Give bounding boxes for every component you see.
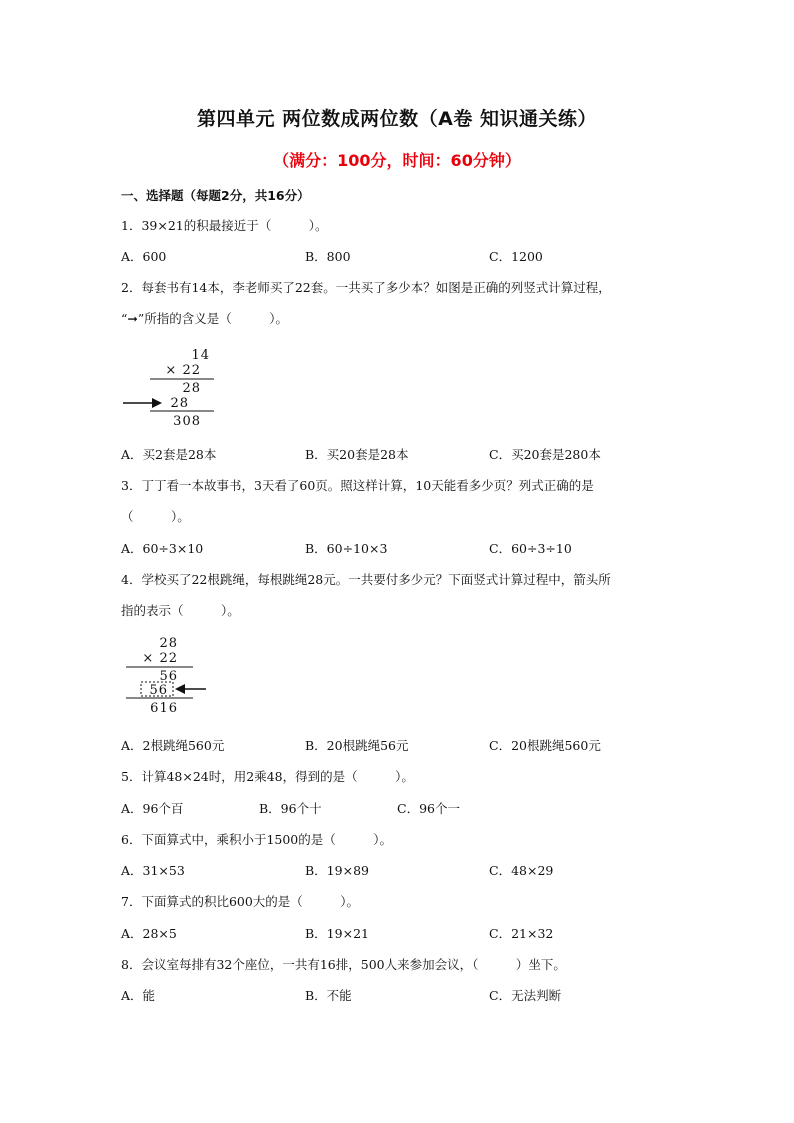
question-3-option-a: A．60÷3×10: [121, 541, 204, 556]
question-5-option-a: A．96个百: [121, 801, 184, 816]
question-3-text-line2: （ ）。: [121, 509, 190, 524]
question-7-option-b: B．19×21: [305, 926, 369, 941]
calc-row-multiplicand: 14: [191, 348, 210, 363]
arrow-icon: [175, 684, 185, 694]
calc-row-product: 616: [150, 701, 178, 716]
question-7-text: 7．下面算式的积比600大的是（ ）。: [121, 894, 360, 909]
question-2-option-b: B．买20套是28本: [305, 447, 409, 462]
question-2-text: 2．每套书有14本，李老师买了22套。一共买了多少本？如图是正确的列竖式计算过程，: [121, 280, 611, 295]
question-3-option-c: C．60÷3÷10: [489, 541, 572, 556]
question-6-text: 6．下面算式中，乘积小于1500的是（ ）。: [121, 832, 393, 847]
question-8-option-c: C．无法判断: [489, 988, 562, 1003]
question-2-option-c: C．买20套是280本: [489, 447, 601, 462]
question-2-vertical-calculation: [118, 340, 228, 432]
question-6-option-a: A．31×53: [121, 863, 185, 878]
question-1-option-b: B．800: [305, 249, 351, 264]
question-8-option-b: B．不能: [305, 988, 352, 1003]
question-5-text: 5．计算48×24时，用2乘48，得到的是（ ）。: [121, 769, 414, 784]
calc-row-multiplicand: 28: [159, 636, 178, 651]
question-5-option-b: B．96个十: [259, 801, 322, 816]
question-4-vertical-calculation: [118, 630, 228, 720]
question-1-option-c: C．1200: [489, 249, 543, 264]
question-8-text: 8．会议室每排有32个座位，一共有16排，500人来参加会议，（ ）坐下。: [121, 957, 566, 972]
question-4-option-c: C．20根跳绳560元: [489, 738, 601, 753]
calc-row-partial-1: 28: [182, 381, 201, 396]
question-5-option-c: C．96个一: [397, 801, 460, 816]
question-2-text-line2: “➞”所指的含义是（ ）。: [121, 311, 289, 326]
page-subtitle: （满分：100分，时间：60分钟）: [273, 151, 521, 170]
section-heading: 一、选择题（每题2分，共16分）: [121, 188, 310, 203]
question-1-text: 1．39×21的积最接近于（ ）。: [121, 218, 328, 233]
page-title: 第四单元 两位数成两位数（A卷 知识通关练）: [197, 108, 597, 130]
question-7-option-c: C．21×32: [489, 926, 554, 941]
question-4-text-line2: 指的表示（ ）。: [121, 603, 240, 618]
question-7-option-a: A．28×5: [121, 926, 177, 941]
calc-row-partial-1: 56: [159, 669, 178, 684]
calc-row-multiplier: × 22: [165, 363, 201, 378]
calc-row-partial-2: 28: [170, 396, 189, 411]
question-8-option-a: A．能: [121, 988, 156, 1003]
question-4-option-a: A．2根跳绳560元: [121, 738, 225, 753]
question-3-text: 3．丁丁看一本故事书，3天看了60页。照这样计算，10天能看多少页？列式正确的是: [121, 478, 594, 493]
question-1-option-a: A．600: [121, 249, 167, 264]
question-6-option-b: B．19×89: [305, 863, 369, 878]
calc-row-multiplier: × 22: [142, 651, 178, 666]
question-3-option-b: B．60÷10×3: [305, 541, 388, 556]
calc-row-partial-2: 56: [149, 683, 168, 698]
arrow-icon: [152, 398, 162, 408]
question-4-option-b: B．20根跳绳56元: [305, 738, 409, 753]
question-2-option-a: A．买2套是28本: [121, 447, 217, 462]
question-4-text: 4．学校买了22根跳绳，每根跳绳28元。一共要付多少元？下面竖式计算过程中，箭头所: [121, 572, 611, 587]
calc-row-product: 308: [173, 414, 201, 429]
question-6-option-c: C．48×29: [489, 863, 554, 878]
